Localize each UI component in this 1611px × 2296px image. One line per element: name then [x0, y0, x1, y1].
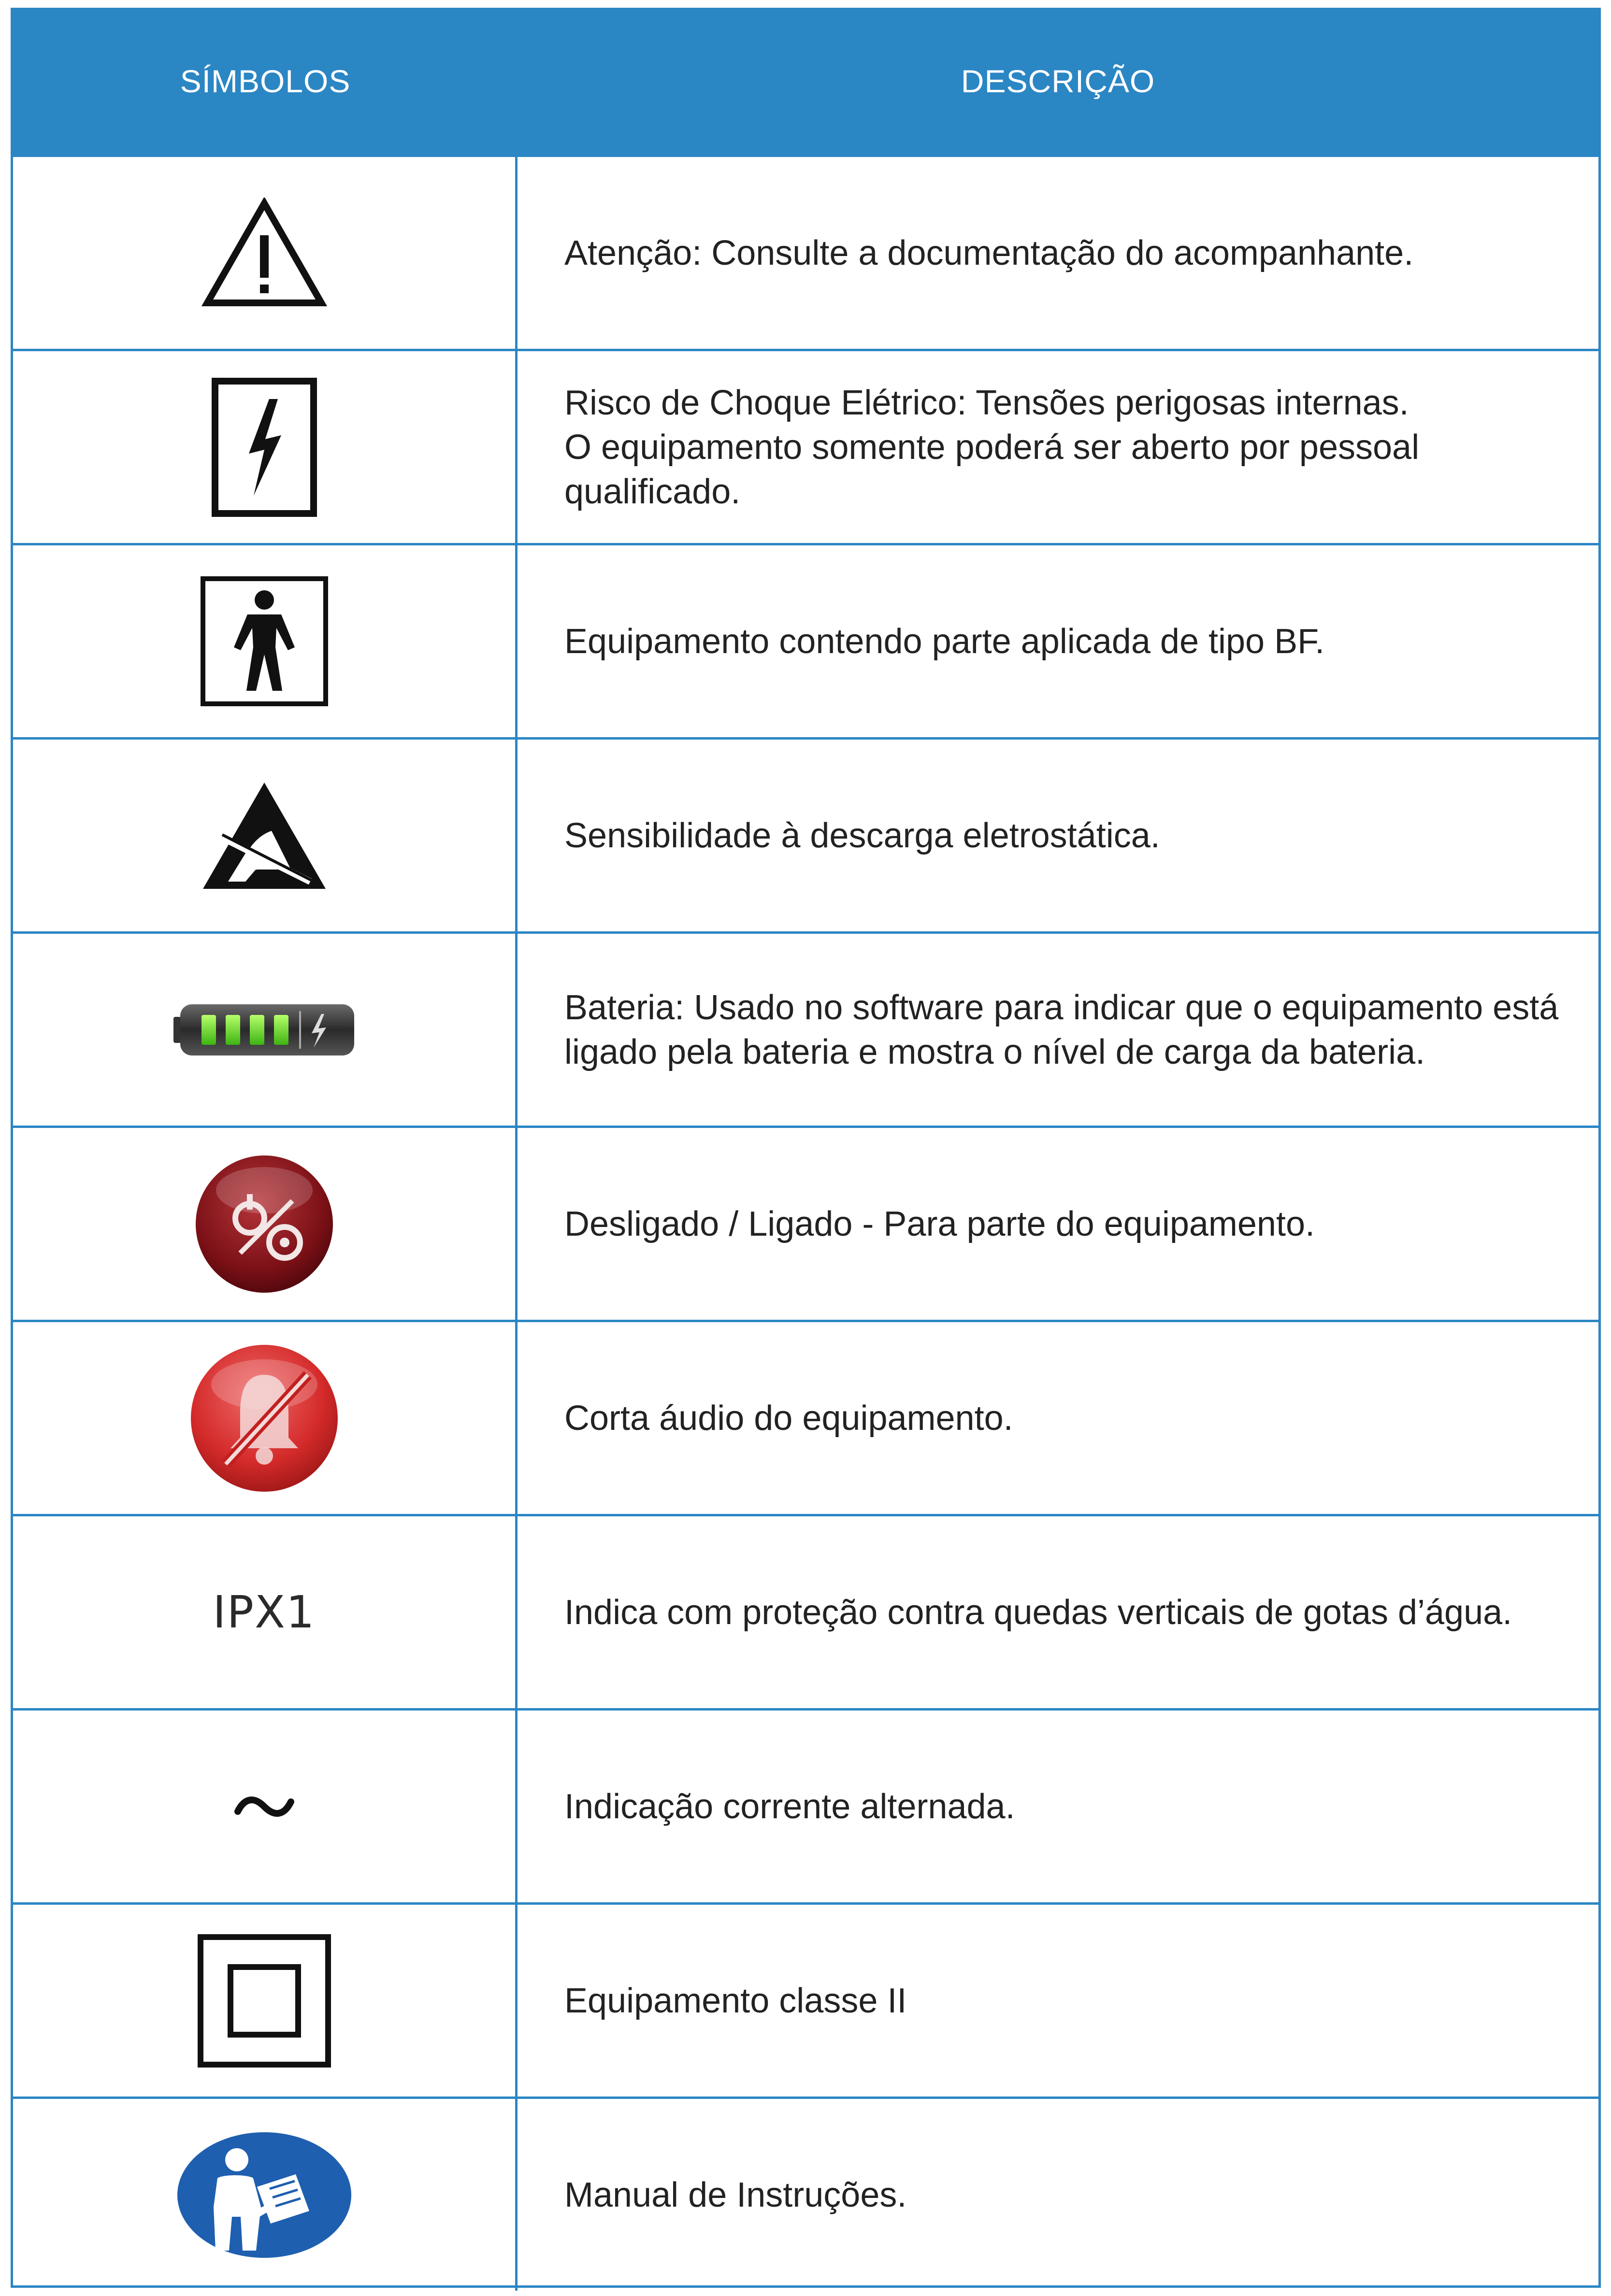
description-cell [518, 545, 1598, 737]
esd-sensitive-icon [199, 778, 330, 894]
description-line: Equipamento contendo parte aplicada de tipo BF. [564, 622, 1325, 661]
table-row [13, 349, 1598, 543]
table-row [13, 2096, 1598, 2291]
class-ii-icon [197, 1933, 332, 2068]
symbol-cell [13, 1128, 518, 1320]
symbol-cell [13, 2099, 518, 2291]
battery-icon [168, 994, 361, 1066]
electric-shock-icon [211, 377, 317, 517]
header-description: DESCRIÇÃO [961, 63, 1155, 99]
description-line: O equipamento somente poderá ser aberto por pessoal qualificado. [564, 428, 1420, 511]
table-row [13, 543, 1598, 737]
description-line: Corta áudio do equipamento. [564, 1398, 1013, 1438]
description-cell [518, 157, 1598, 349]
symbol-cell [13, 1905, 518, 2096]
description-line: Bateria: Usado no software para indicar que o equipamento está [564, 988, 1559, 1027]
description-cell [518, 1128, 1598, 1320]
symbol-cell [13, 934, 518, 1126]
description-cell [518, 934, 1598, 1126]
type-bf-body-icon [199, 575, 330, 708]
description-line: Desligado / Ligado - Para parte do equipamento. [564, 1204, 1315, 1243]
table-row [13, 931, 1598, 1126]
description-line: Risco de Choque Elétrico: Tensões perigosas internas. [564, 383, 1409, 422]
description-cell [518, 351, 1598, 543]
mute-audio-icon [187, 1341, 342, 1496]
table-row [13, 1902, 1598, 2096]
instruction-manual-icon [175, 2130, 354, 2260]
description-line: ligado pela bateria e mostra o nível de carga da bateria. [564, 1032, 1425, 1071]
description-cell [518, 1516, 1598, 1708]
alternating-current-icon [233, 1792, 296, 1821]
description-line: Manual de Instruções. [564, 2175, 907, 2214]
description-line: Equipamento classe II [564, 1981, 907, 2020]
table-row [13, 1126, 1598, 1320]
table-row [13, 1514, 1598, 1708]
description-cell [518, 740, 1598, 931]
symbol-cell [13, 740, 518, 931]
description-cell [518, 1711, 1598, 1902]
table-row [13, 1708, 1598, 1902]
warning-triangle-icon [201, 198, 327, 309]
description-line: Atenção: Consulte a documentação do acompanhante. [564, 233, 1414, 272]
description-line: Indica com proteção contra quedas verticais de gotas d’água. [564, 1593, 1512, 1632]
symbol-cell [13, 1711, 518, 1902]
power-off-on-icon [192, 1152, 337, 1297]
description-cell [518, 1322, 1598, 1514]
description-cell [518, 2099, 1598, 2291]
symbol-cell [13, 1322, 518, 1514]
symbol-cell [13, 351, 518, 543]
symbol-cell [13, 1516, 518, 1708]
symbol-cell [13, 545, 518, 737]
symbols-table [11, 8, 1601, 2288]
description-cell [518, 1905, 1598, 2096]
table-row [13, 1320, 1598, 1514]
symbol-cell [13, 157, 518, 349]
table-header [13, 8, 1598, 155]
table-row [13, 155, 1598, 349]
description-line: Indicação corrente alternada. [564, 1787, 1015, 1826]
description-line: Sensibilidade à descarga eletrostática. [564, 816, 1160, 855]
table-row [13, 737, 1598, 931]
header-symbols: SÍMBOLOS [180, 63, 351, 99]
ipx1-label: IPX1 [213, 1586, 316, 1638]
